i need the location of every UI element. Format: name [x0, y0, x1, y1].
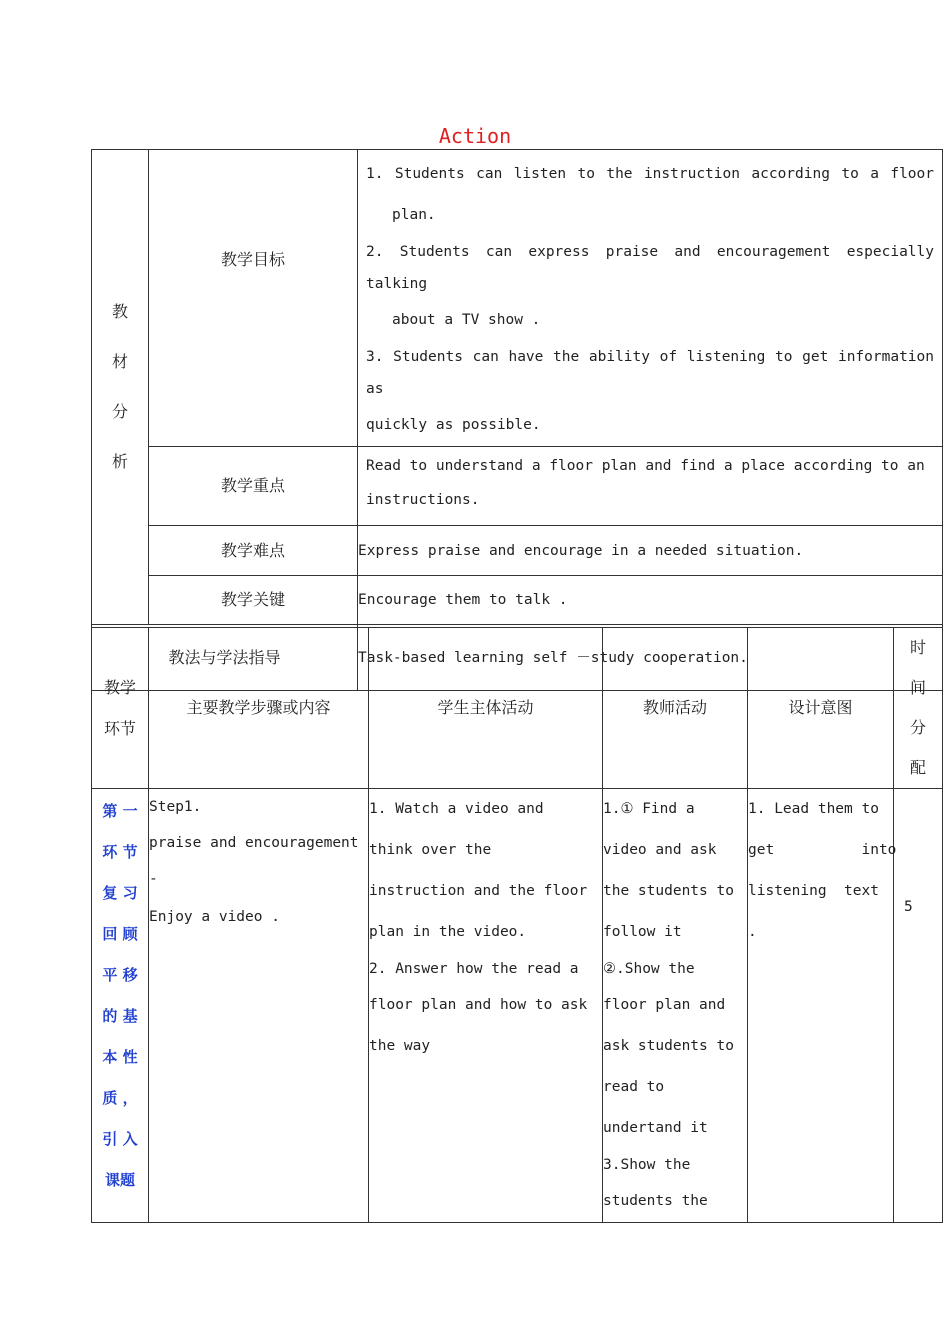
intent-line: listening text	[748, 883, 879, 899]
goal-line: 3. Students can have the ability of listening to get information as	[366, 349, 934, 397]
steps-line: Enjoy a video .	[149, 909, 280, 925]
teacher-line: floor plan and	[603, 997, 726, 1013]
header-phase-line: 环节	[103, 719, 136, 738]
document-title: Action	[438, 124, 512, 148]
key-points-cell	[358, 447, 943, 526]
intent-cell	[748, 789, 897, 1223]
crux-label: 教学关键	[149, 576, 358, 625]
header-student: 学生主体活动	[369, 628, 603, 789]
side-char: 析	[111, 452, 128, 471]
intent-line: .	[748, 924, 757, 940]
analysis-table	[91, 149, 943, 691]
teacher-line: the students to	[603, 883, 734, 899]
phase-line: 环 节	[102, 843, 138, 861]
header-steps: 主要教学步骤或内容	[149, 628, 369, 789]
student-line: think over the	[369, 842, 492, 858]
key-line: Read to understand a floor plan and find a place according to an	[366, 457, 925, 474]
student-line: floor plan and how to ask	[369, 997, 588, 1013]
phase-line: 复 习	[102, 884, 138, 902]
student-line: 1. Watch a video and	[369, 801, 544, 817]
header-time-char: 间	[909, 678, 926, 697]
teacher-line: students the	[603, 1193, 708, 1209]
phase-line: 课题	[104, 1171, 135, 1189]
side-char: 分	[111, 402, 128, 421]
key-line: instructions.	[366, 491, 480, 508]
goals-cell	[358, 150, 943, 447]
teacher-line: 3.Show the	[603, 1157, 691, 1173]
teacher-line: 1.① Find a	[603, 801, 695, 817]
student-line: plan in the video.	[369, 924, 527, 940]
crux-text: Encourage them to talk .	[358, 576, 943, 625]
goal-line: quickly as possible.	[366, 417, 541, 433]
header-time-char: 配	[909, 758, 926, 777]
goals-label: 教学目标	[149, 150, 358, 447]
teacher-line: read to	[603, 1079, 665, 1095]
header-time	[894, 628, 943, 789]
teacher-line: ask students to	[603, 1038, 734, 1054]
header-phase-line: 教学	[103, 678, 136, 697]
method-label: 教法与学法指导	[92, 625, 358, 691]
phase-line: 回 顾	[102, 925, 138, 943]
intent-line: get into	[748, 842, 897, 858]
teacher-cell	[603, 789, 748, 1223]
steps-line: -	[149, 871, 158, 887]
phase-cell	[92, 789, 149, 1223]
phase-line: 引 入	[102, 1130, 138, 1148]
side-char: 教	[111, 302, 128, 321]
teacher-line: ②.Show the	[603, 961, 695, 977]
intent-line: 1. Lead them to	[748, 801, 879, 817]
process-table	[91, 627, 943, 1223]
phase-line: 平 移	[102, 966, 138, 984]
steps-line: Step1.	[149, 799, 202, 815]
header-time-char: 分	[909, 718, 926, 737]
header-phase	[92, 628, 149, 789]
phase-line: 质 ，	[102, 1089, 138, 1107]
goal-line: plan.	[392, 207, 436, 223]
steps-line: praise and encouragement	[149, 835, 359, 851]
phase-line: 本 性	[102, 1048, 138, 1066]
teacher-line: follow it	[603, 924, 682, 940]
method-text: Task-based learning self －study cooperation.	[358, 625, 943, 691]
difficulty-label: 教学难点	[149, 526, 358, 576]
header-time-char: 时	[909, 638, 926, 657]
header-teacher: 教师活动	[603, 628, 748, 789]
teacher-line: video and ask	[603, 842, 717, 858]
goal-line: about a TV show .	[392, 312, 541, 328]
difficulty-text: Express praise and encourage in a needed situation.	[358, 526, 943, 576]
side-char: 材	[111, 352, 128, 371]
student-line: the way	[369, 1038, 431, 1054]
key-points-label: 教学重点	[149, 447, 358, 526]
teacher-line: undertand it	[603, 1120, 708, 1136]
goal-line: 2. Students can express praise and encouragement especially talking	[366, 244, 934, 292]
phase-line: 的 基	[102, 1007, 138, 1025]
student-line: instruction and the floor	[369, 883, 588, 899]
steps-cell	[149, 789, 369, 1223]
time-cell: 5	[894, 789, 943, 1223]
student-cell	[369, 789, 603, 1223]
phase-line: 第 一	[102, 802, 138, 820]
material-analysis-label	[92, 150, 149, 625]
header-intent: 设计意图	[748, 628, 894, 789]
student-line: 2. Answer how the read a	[369, 961, 579, 977]
goal-line: 1. Students can listen to the instruction according to a floor	[366, 166, 934, 182]
